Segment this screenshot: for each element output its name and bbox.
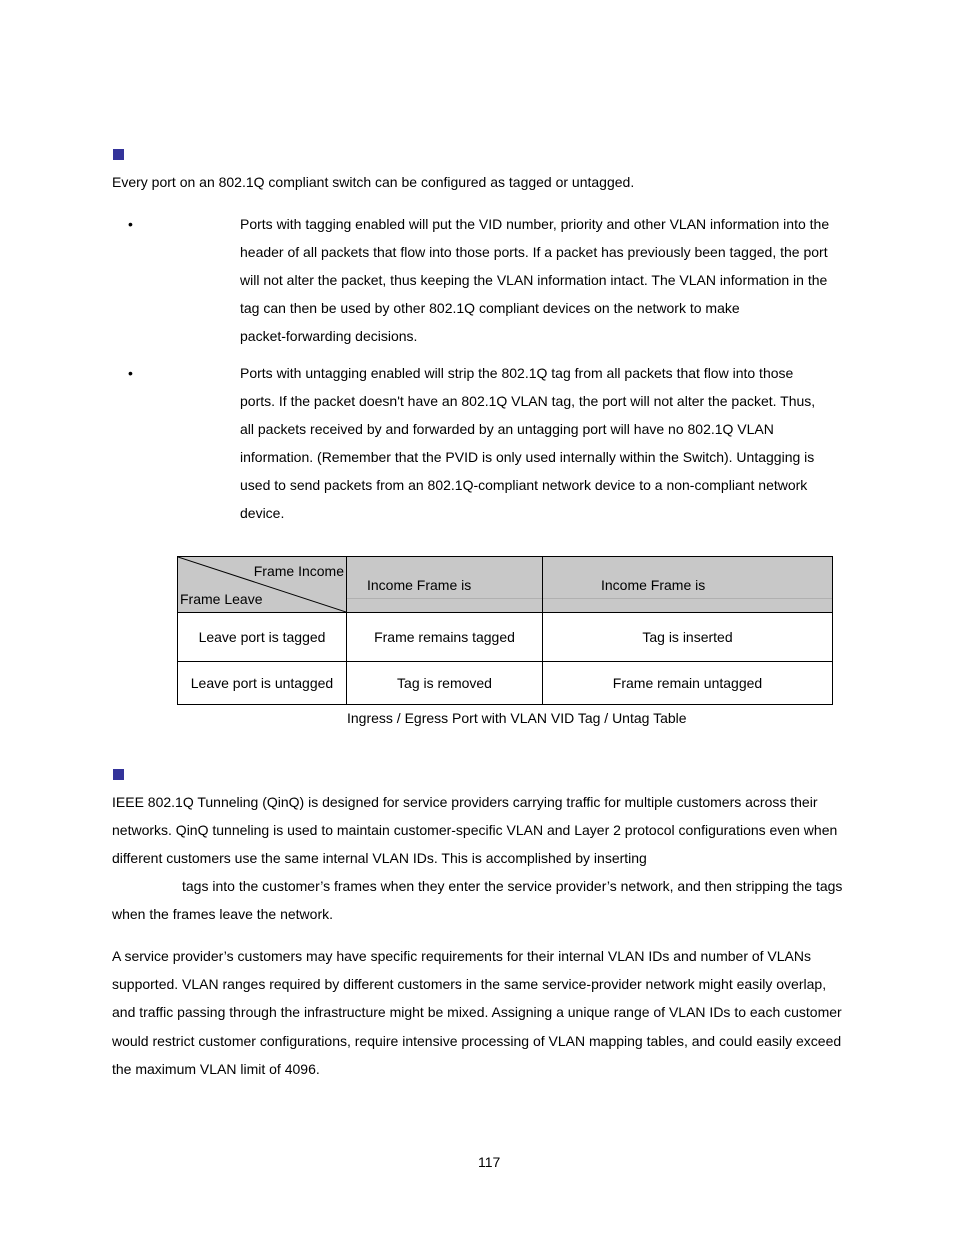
header-divider: [347, 598, 542, 599]
section2-para1-line: IEEE 802.1Q Tunneling (QinQ) is designed for service providers carrying traffic for multiple customers across their: [112, 794, 818, 810]
corner-income-label: Frame Income: [253, 563, 344, 579]
bullet2-line: ports. If the packet doesn't have an 802.1Q VLAN tag, the port will not alter the packet. Thus,: [240, 393, 816, 409]
vlan-tag-table: [177, 556, 833, 705]
section2-para1-line: different customers use the same internal VLAN IDs. This is accomplished by inserting: [112, 850, 647, 866]
bullet1-line: header of all packets that flow into those ports. If a packet has previously been tagged, the port: [240, 244, 828, 260]
section2-para2-line: would restrict customer configurations, require intensive processing of VLAN mapping tables, and could easily exceed: [112, 1033, 842, 1049]
page-number: 117: [478, 1154, 501, 1170]
table-row: [178, 662, 833, 705]
table-cell: Frame remains tagged: [347, 613, 543, 662]
section2-para2-line: and traffic passing through the infrastructure might be mixed. Assigning a unique range of VLAN IDs to each customer: [112, 1004, 842, 1020]
col1-header: Income Frame is: [367, 577, 472, 593]
bullet-icon: •: [128, 216, 133, 232]
table-corner-cell: [178, 557, 347, 613]
table-row: [178, 613, 833, 662]
corner-leave-label: Frame Leave: [180, 591, 263, 607]
table-cell: Frame remain untagged: [543, 662, 833, 705]
bullet1-line: packet-forwarding decisions.: [240, 328, 418, 344]
section-marker-icon: [113, 149, 124, 160]
table-header-cell: [543, 557, 833, 613]
table-cell: Leave port is untagged: [178, 662, 347, 705]
table-caption: Ingress / Egress Port with VLAN VID Tag / Untag Table: [347, 710, 687, 726]
table-cell: Tag is removed: [347, 662, 543, 705]
section2-para2-line: the maximum VLAN limit of 4096.: [112, 1061, 320, 1077]
table-cell: Tag is inserted: [543, 613, 833, 662]
header-divider: [543, 598, 832, 599]
bullet1-line: Ports with tagging enabled will put the VID number, priority and other VLAN information into the: [240, 216, 830, 232]
bullet1-line: will not alter the packet, thus keeping the VLAN information intact. The VLAN information in the: [240, 272, 828, 288]
table-cell: Leave port is tagged: [178, 613, 347, 662]
bullet2-line: used to send packets from an 802.1Q-compliant network device to a non-compliant network: [240, 477, 808, 493]
bullet1-line: tag can then be used by other 802.1Q compliant devices on the network to make: [240, 300, 740, 316]
section-marker-icon: [113, 769, 124, 780]
section2-para1-line: tags into the customer’s frames when they enter the service provider’s network, and then stripping the tags: [182, 878, 843, 894]
section2-para2-line: supported. VLAN ranges required by different customers in the same service-provider network might easily overlap,: [112, 976, 827, 992]
bullet2-line: information. (Remember that the PVID is only used internally within the Switch). Untagging is: [240, 449, 815, 465]
bullet2-line: device.: [240, 505, 285, 521]
section1-intro: Every port on an 802.1Q compliant switch can be configured as tagged or untagged.: [112, 174, 635, 190]
bullet2-line: all packets received by and forwarded by an untagging port will have no 802.1Q VLAN: [240, 421, 774, 437]
bullet-icon: •: [128, 365, 133, 381]
section2-para1-line: networks. QinQ tunneling is used to maintain customer-specific VLAN and Layer 2 protocol configurations even when: [112, 822, 838, 838]
section2-para1-line: when the frames leave the network.: [112, 906, 334, 922]
section2-para2-line: A service provider’s customers may have specific requirements for their internal VLAN IDs and number of VLANs: [112, 948, 812, 964]
table-header-row: [178, 557, 833, 613]
bullet2-line: Ports with untagging enabled will strip the 802.1Q tag from all packets that flow into those: [240, 365, 794, 381]
col2-header: Income Frame is: [601, 577, 706, 593]
table-header-cell: [347, 557, 543, 613]
